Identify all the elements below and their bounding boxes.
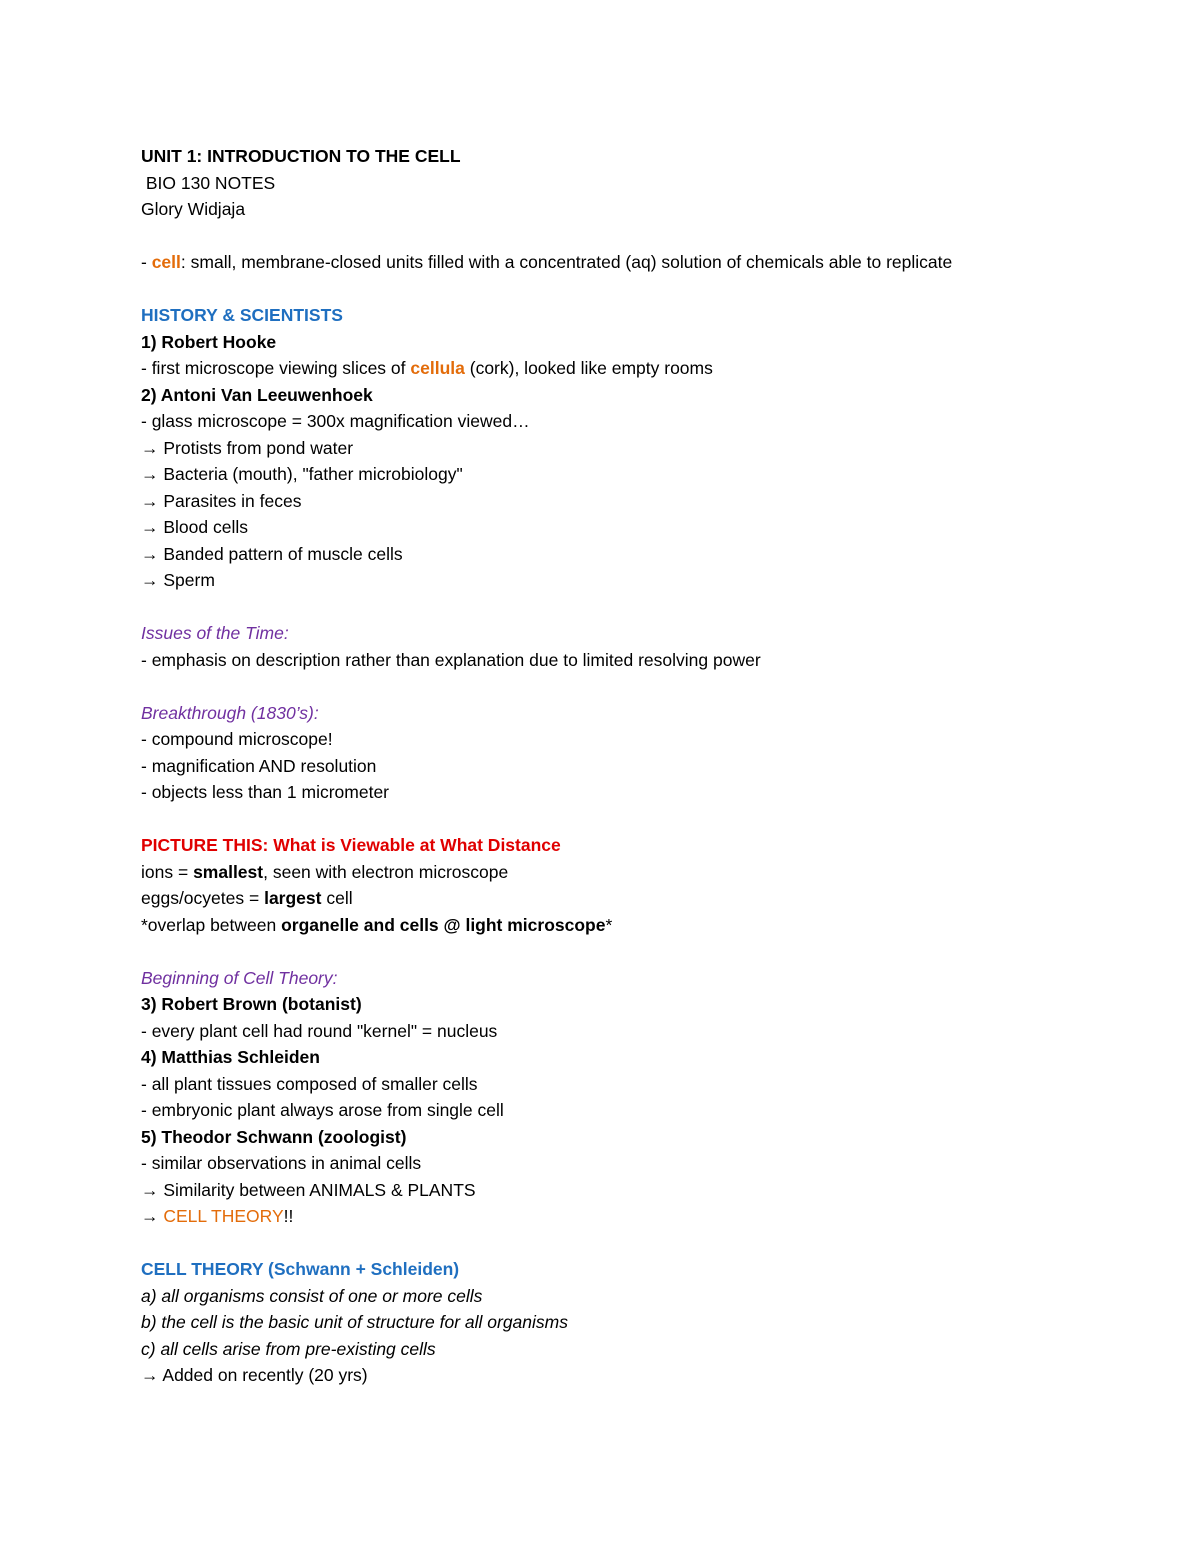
cell-theory-conclusion [141, 1203, 1080, 1230]
scientist-leeuwenhoek: 2) Antoni Van Leeuwenhoek [141, 384, 373, 405]
scientist-schwann: 5) Theodor Schwann (zoologist) [141, 1126, 407, 1147]
spacer [141, 673, 1080, 700]
list-item: - objects less than 1 micrometer [141, 782, 390, 802]
hooke-note [141, 355, 1080, 382]
list-item: → Protists from pond water [141, 437, 354, 458]
spacer [141, 276, 1080, 303]
tenet-item: b) the cell is the basic unit of structure for all organisms [141, 1312, 568, 1332]
overlap-bold: organelle and cells @ light microscope [281, 914, 606, 935]
definition-prefix: - [141, 252, 152, 272]
scientist-brown: 3) Robert Brown (botanist) [141, 994, 362, 1014]
scientist-hooke: 1) Robert Hooke [141, 331, 277, 352]
ions-note [141, 859, 1080, 886]
tenet-item: a) all organisms consist of one or more cells [141, 1285, 483, 1306]
definition-text: : small, membrane-closed units filled with a concentrated (aq) solution of chemicals able to replicate [180, 252, 953, 272]
spacer [141, 938, 1080, 965]
section-heading-history: HISTORY & SCIENTISTS [141, 305, 343, 325]
spacer [141, 1230, 1080, 1257]
list-item: - similar observations in animal cells [141, 1153, 422, 1173]
cell-theory-suffix: !! [283, 1206, 294, 1226]
eggs-post: cell [321, 888, 353, 908]
scientist-schleiden: 4) Matthias Schleiden [141, 1047, 320, 1067]
eggs-bold: largest [264, 888, 322, 908]
tenet-item: c) all cells arise from pre-existing cells [141, 1338, 436, 1359]
list-item: - magnification AND resolution [141, 755, 377, 776]
arrow-glyph: → [141, 1206, 164, 1226]
list-item: - emphasis on description rather than explanation due to limited resolving power [141, 649, 761, 670]
list-item: - every plant cell had round "kernel" = nucleus [141, 1020, 498, 1041]
subheading-beginning: Beginning of Cell Theory: [141, 967, 338, 988]
definition-term: cell [151, 252, 181, 272]
spacer [141, 806, 1080, 833]
section-heading-picture: PICTURE THIS: What is Viewable at What Distance [141, 835, 561, 855]
added-note: → Added on recently (20 yrs) [141, 1365, 368, 1385]
ions-bold: smallest [193, 861, 264, 882]
list-item: → Banded pattern of muscle cells [141, 543, 403, 564]
ions-pre: ions = [141, 861, 194, 882]
cell-definition [141, 249, 1011, 276]
list-item: → Sperm [141, 570, 215, 590]
spacer [141, 223, 1080, 250]
document-title: UNIT 1: INTRODUCTION TO THE CELL [141, 146, 461, 166]
section-heading-cell-theory: CELL THEORY (Schwann + Schleiden) [141, 1259, 460, 1279]
overlap-note [141, 912, 1080, 939]
list-item: - embryonic plant always arose from single cell [141, 1100, 504, 1120]
list-item: - glass microscope = 300x magnification viewed… [141, 411, 530, 431]
hooke-note-pre: - first microscope viewing slices of [141, 358, 411, 378]
course-label: BIO 130 NOTES [141, 172, 276, 193]
hooke-term: cellula [410, 358, 465, 378]
list-item: → Parasites in feces [141, 490, 302, 511]
author-name: Glory Widjaja [141, 199, 246, 219]
list-item: → Similarity between ANIMALS & PLANTS [141, 1179, 476, 1200]
overlap-pre: *overlap between [141, 914, 282, 935]
eggs-note [141, 885, 1080, 912]
subheading-breakthrough: Breakthrough (1830’s): [141, 702, 319, 723]
list-item: → Blood cells [141, 517, 248, 537]
list-item: - all plant tissues composed of smaller cells [141, 1073, 478, 1094]
ions-post: , seen with electron microscope [263, 861, 509, 882]
subheading-issues: Issues of the Time: [141, 623, 289, 643]
list-item: - compound microscope! [141, 729, 333, 749]
list-item: → Bacteria (mouth), "father microbiology" [141, 464, 463, 484]
eggs-pre: eggs/ocyetes = [141, 888, 265, 908]
spacer [141, 594, 1080, 621]
cell-theory-label: CELL THEORY [163, 1206, 284, 1226]
overlap-post: * [605, 914, 613, 935]
hooke-note-post: (cork), looked like empty rooms [464, 358, 713, 378]
